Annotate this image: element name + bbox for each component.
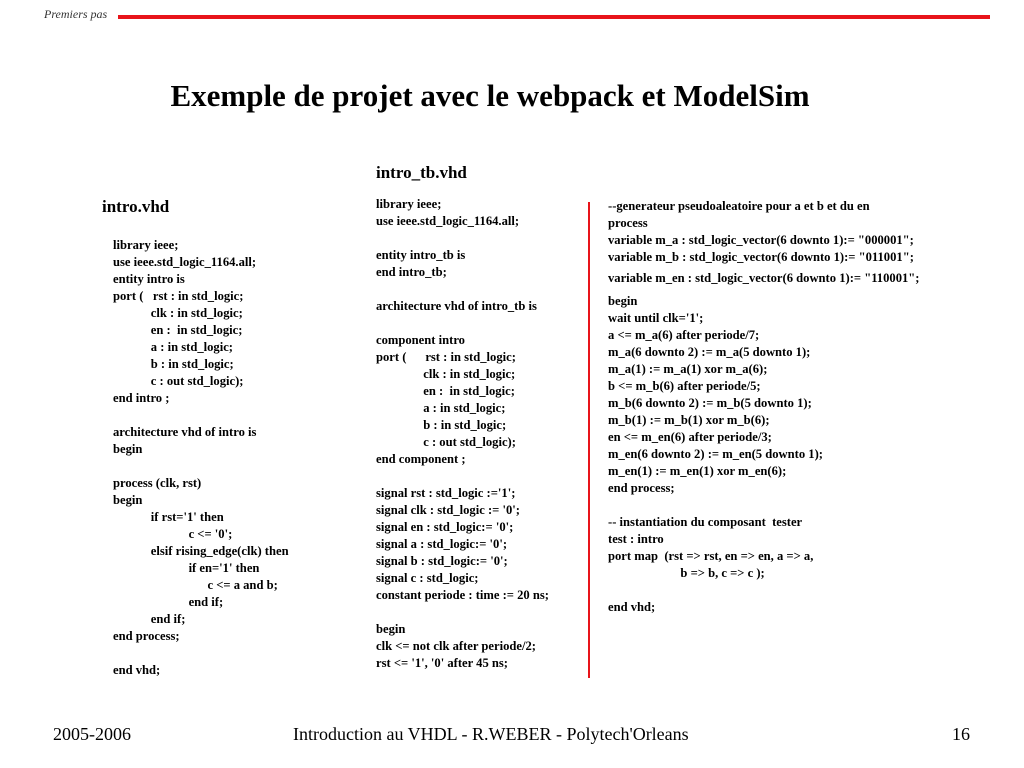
column-divider — [588, 202, 590, 678]
code-line: m_b(1) := m_b(1) xor m_b(6); — [608, 413, 770, 427]
code-line: -- instantiation du composant tester — [608, 515, 803, 529]
code-line: process (clk, rst) — [113, 476, 202, 490]
code-line — [376, 315, 549, 332]
code-line: en : in std_logic; — [376, 384, 515, 398]
code-line: variable m_a : std_logic_vector(6 downto 1):= "000001"; — [608, 233, 914, 247]
code-line: end process; — [113, 629, 180, 643]
code-line: port map (rst => rst, en => en, a => a, — [608, 549, 814, 563]
code-line: begin — [608, 294, 638, 308]
code-line: clk : in std_logic; — [376, 367, 516, 381]
code-line: b : in std_logic; — [376, 418, 507, 432]
code-line: signal c : std_logic; — [376, 571, 479, 585]
code-line: begin — [113, 442, 143, 456]
section-label: Premiers pas — [44, 7, 108, 21]
code-line: m_a(1) := m_a(1) xor m_a(6); — [608, 362, 768, 376]
code-line: end if; — [113, 612, 186, 626]
code-line — [113, 645, 289, 662]
code-line: c <= a and b; — [113, 578, 278, 592]
code-line: end process; — [608, 481, 675, 495]
code-line: port ( rst : in std_logic; — [376, 350, 516, 364]
code-line: wait until clk='1'; — [608, 311, 704, 325]
code-line: if en='1' then — [113, 561, 260, 575]
code-line — [113, 407, 289, 424]
code-line: b <= m_b(6) after periode/5; — [608, 379, 761, 393]
code-line: architecture vhd of intro_tb is — [376, 299, 537, 313]
code-line: end vhd; — [113, 663, 161, 677]
code-line: end intro ; — [113, 391, 170, 405]
code-line: test : intro — [608, 532, 664, 546]
code-line: --generateur pseudoaleatoire pour a et b et du en — [608, 199, 870, 213]
footer-course: Introduction au VHDL - R.WEBER - Polytech'Orleans — [293, 724, 689, 744]
code-line: c <= '0'; — [113, 527, 233, 541]
code-line: process — [608, 216, 648, 230]
code-line: signal clk : std_logic := '0'; — [376, 503, 520, 517]
code-line: a <= m_a(6) after periode/7; — [608, 328, 760, 342]
code-line: end component ; — [376, 452, 466, 466]
code-line: m_en(1) := m_en(1) xor m_en(6); — [608, 464, 787, 478]
code-line: b : in std_logic; — [113, 357, 234, 371]
code-line: use ieee.std_logic_1164.all; — [376, 214, 520, 228]
code-line — [376, 604, 549, 621]
code-line: clk : in std_logic; — [113, 306, 243, 320]
slide-title: Exemple de projet avec le webpack et ModelSim — [170, 78, 810, 113]
code-line: end if; — [113, 595, 224, 609]
code-line: en : in std_logic; — [113, 323, 243, 337]
code-line: architecture vhd of intro is — [113, 425, 257, 439]
intro-vhd-label: intro.vhd — [102, 197, 170, 216]
code-line: variable m_b : std_logic_vector(6 downto 1):= "011001"; — [608, 250, 914, 264]
code-line: c : out std_logic); — [376, 435, 516, 449]
code-line: m_a(6 downto 2) := m_a(5 downto 1); — [608, 345, 811, 359]
code-line: clk <= not clk after periode/2; — [376, 639, 536, 653]
code-line: end vhd; — [608, 600, 656, 614]
code-line — [113, 458, 289, 475]
code-line: if rst='1' then — [113, 510, 224, 524]
footer-page-number: 16 — [952, 724, 970, 744]
generator-code-top — [608, 198, 914, 266]
generator-code-body — [608, 293, 823, 616]
code-line: variable m_en : std_logic_vector(6 downto 1):= "110001"; — [608, 271, 920, 285]
code-line: signal b : std_logic:= '0'; — [376, 554, 508, 568]
code-line: elsif rising_edge(clk) then — [113, 544, 289, 558]
code-line: constant periode : time := 20 ns; — [376, 588, 549, 602]
code-line: a : in std_logic; — [113, 340, 233, 354]
code-line: component intro — [376, 333, 465, 347]
header-rule — [118, 15, 990, 19]
code-line: use ieee.std_logic_1164.all; — [113, 255, 257, 269]
code-line — [376, 230, 549, 247]
code-line: begin — [376, 622, 406, 636]
code-line: begin — [113, 493, 143, 507]
code-line — [376, 281, 549, 298]
code-line: library ieee; — [376, 197, 442, 211]
code-line: c : out std_logic); — [113, 374, 244, 388]
code-line: end intro_tb; — [376, 265, 447, 279]
intro-vhd-code — [113, 237, 289, 679]
code-line — [608, 582, 823, 599]
footer-year: 2005-2006 — [53, 724, 131, 744]
code-line: entity intro_tb is — [376, 248, 466, 262]
code-line: entity intro is — [113, 272, 185, 286]
generator-code-mid — [608, 270, 919, 287]
code-line: port ( rst : in std_logic; — [113, 289, 244, 303]
code-line: library ieee; — [113, 238, 179, 252]
code-line: signal rst : std_logic :='1'; — [376, 486, 516, 500]
code-line: en <= m_en(6) after periode/3; — [608, 430, 772, 444]
code-line: a : in std_logic; — [376, 401, 506, 415]
code-line: signal en : std_logic:= '0'; — [376, 520, 514, 534]
intro-tb-vhd-code — [376, 196, 549, 672]
code-line — [608, 497, 823, 514]
code-line: b => b, c => c ); — [608, 566, 765, 580]
code-line: m_en(6 downto 2) := m_en(5 downto 1); — [608, 447, 823, 461]
code-line: rst <= '1', '0' after 45 ns; — [376, 656, 508, 670]
code-line — [376, 468, 549, 485]
code-line: signal a : std_logic:= '0'; — [376, 537, 508, 551]
code-line: m_b(6 downto 2) := m_b(5 downto 1); — [608, 396, 812, 410]
intro-tb-vhd-label: intro_tb.vhd — [376, 163, 467, 182]
